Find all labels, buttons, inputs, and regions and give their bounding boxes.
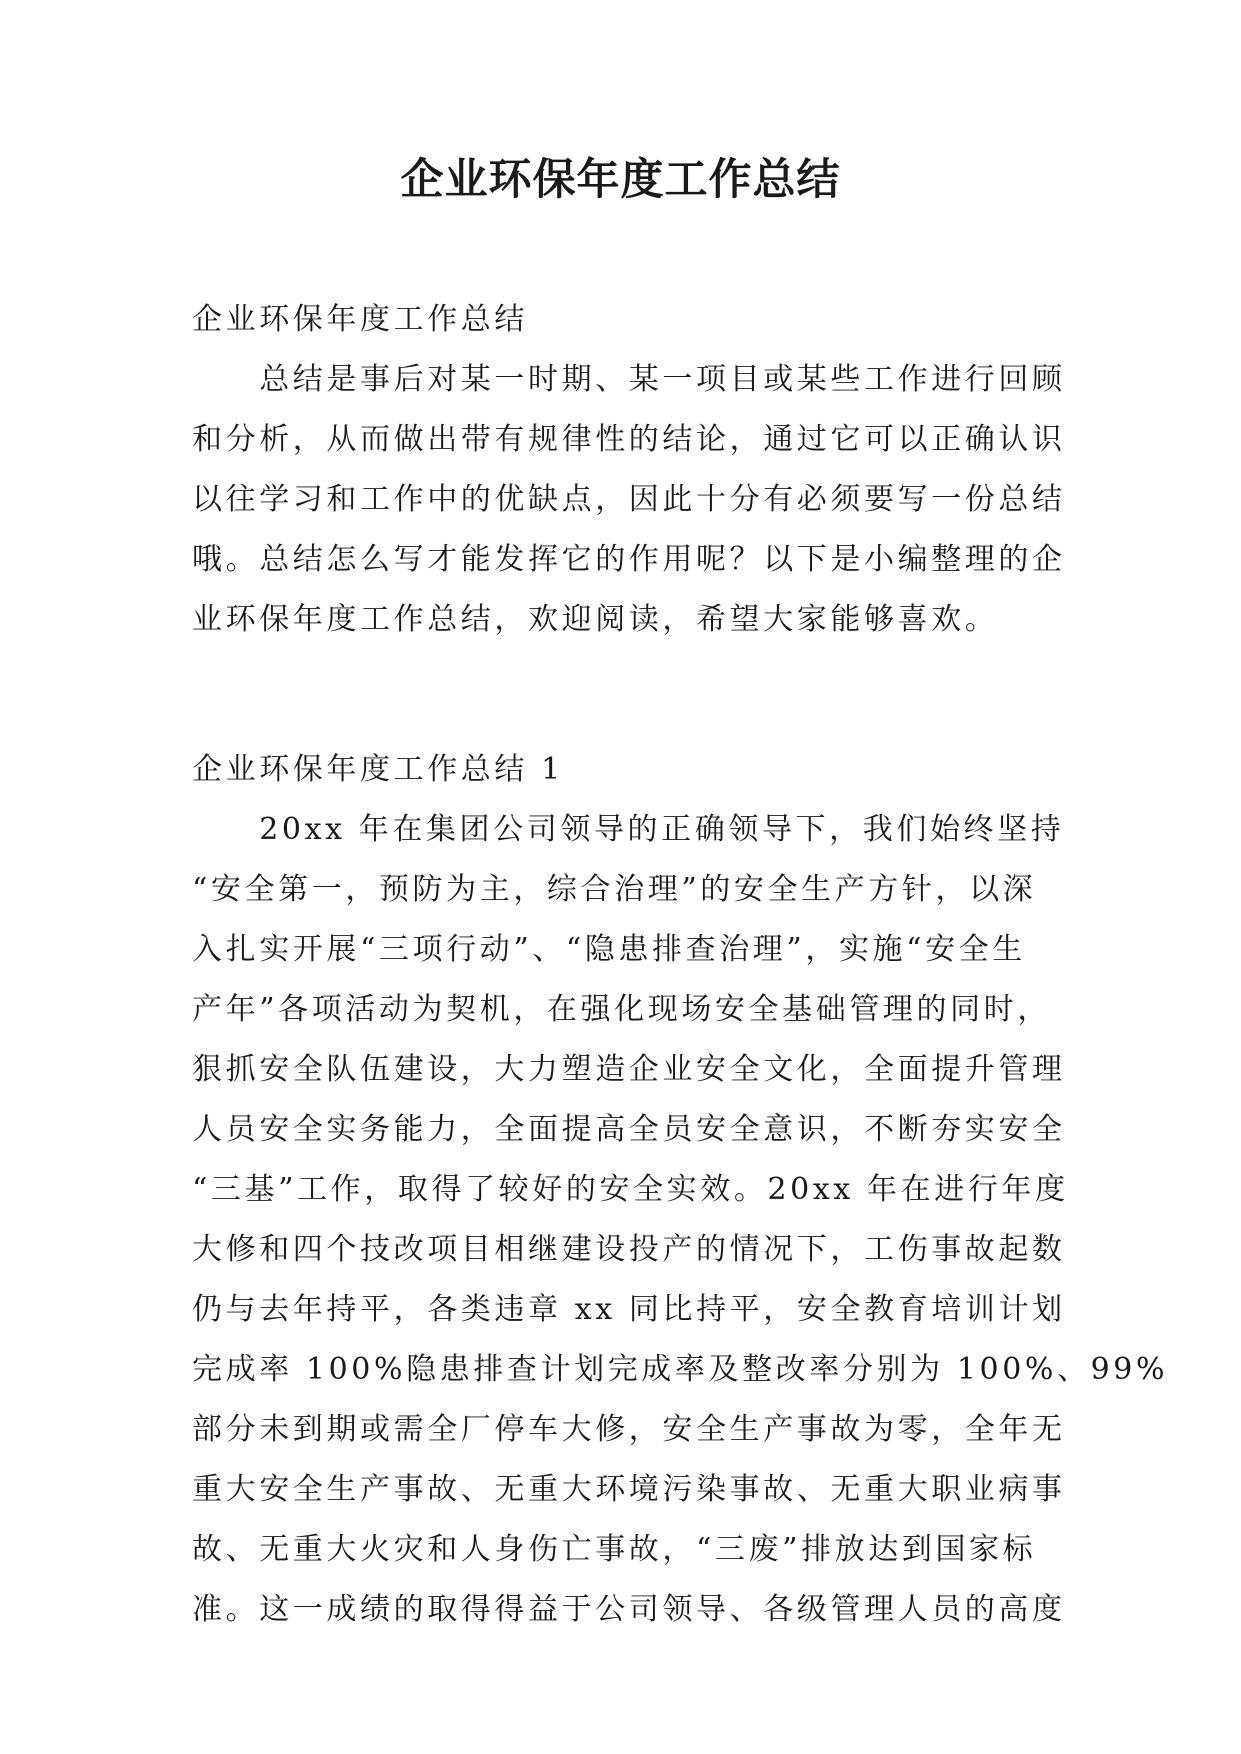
- paragraph-line: 故、无重大火灾和人身伤亡事故，“三废”排放达到国家标: [192, 1532, 1037, 1567]
- paragraph-line: 重大安全生产事故、无重大环境污染事故、无重大职业病事: [192, 1472, 1066, 1507]
- paragraph-line: “安全第一，预防为主，综合治理”的安全生产方针，以深: [192, 872, 1037, 907]
- paragraph-line: 产年”各项活动为契机，在强化现场安全基础管理的同时，: [192, 992, 1051, 1027]
- intro-heading: 企业环保年度工作总结: [192, 302, 528, 337]
- paragraph-line: 完成率 100%隐患排查计划完成率及整改率分别为 100%、99%: [192, 1352, 1169, 1387]
- section1-heading: 企业环保年度工作总结 1: [192, 752, 564, 787]
- document-title: 企业环保年度工作总结: [400, 155, 841, 205]
- paragraph-line: 业环保年度工作总结，欢迎阅读，希望大家能够喜欢。: [192, 602, 999, 637]
- paragraph-line: 狠抓安全队伍建设，大力塑造企业安全文化，全面提升管理: [192, 1052, 1066, 1087]
- paragraph-line: 以往学习和工作中的优缺点，因此十分有必须要写一份总结: [192, 482, 1066, 517]
- paragraph-line: 和分析，从而做出带有规律性的结论，通过它可以正确认识: [192, 422, 1066, 457]
- paragraph-line: 准。这一成绩的取得得益于公司领导、各级管理人员的高度: [192, 1592, 1066, 1627]
- section1-paragraph: [192, 800, 1169, 1640]
- paragraph-line: 哦。总结怎么写才能发挥它的作用呢？以下是小编整理的企: [192, 542, 1066, 577]
- paragraph-line: 大修和四个技改项目相继建设投产的情况下，工伤事故起数: [192, 1232, 1066, 1267]
- section-spacer: [192, 650, 1072, 740]
- paragraph-line: “三基”工作，取得了较好的安全实效。20xx 年在进行年度: [192, 1172, 1069, 1207]
- intro-paragraph: [192, 350, 1072, 650]
- document-body: [192, 290, 1169, 1640]
- paragraph-line: 入扎实开展“三项行动”、“隐患排查治理”，实施“安全生: [192, 932, 1026, 967]
- paragraph-line: 总结是事后对某一时期、某一项目或某些工作进行回顾: [192, 362, 1066, 397]
- paragraph-line: 仍与去年持平，各类违章 xx 同比持平，安全教育培训计划: [192, 1292, 1066, 1327]
- paragraph-line: 人员安全实务能力，全面提高全员安全意识，不断夯实安全: [192, 1112, 1066, 1147]
- paragraph-line: 部分未到期或需全厂停车大修，安全生产事故为零，全年无: [192, 1412, 1066, 1447]
- paragraph-line: 20xx 年在集团公司领导的正确领导下，我们始终坚持: [192, 812, 1065, 847]
